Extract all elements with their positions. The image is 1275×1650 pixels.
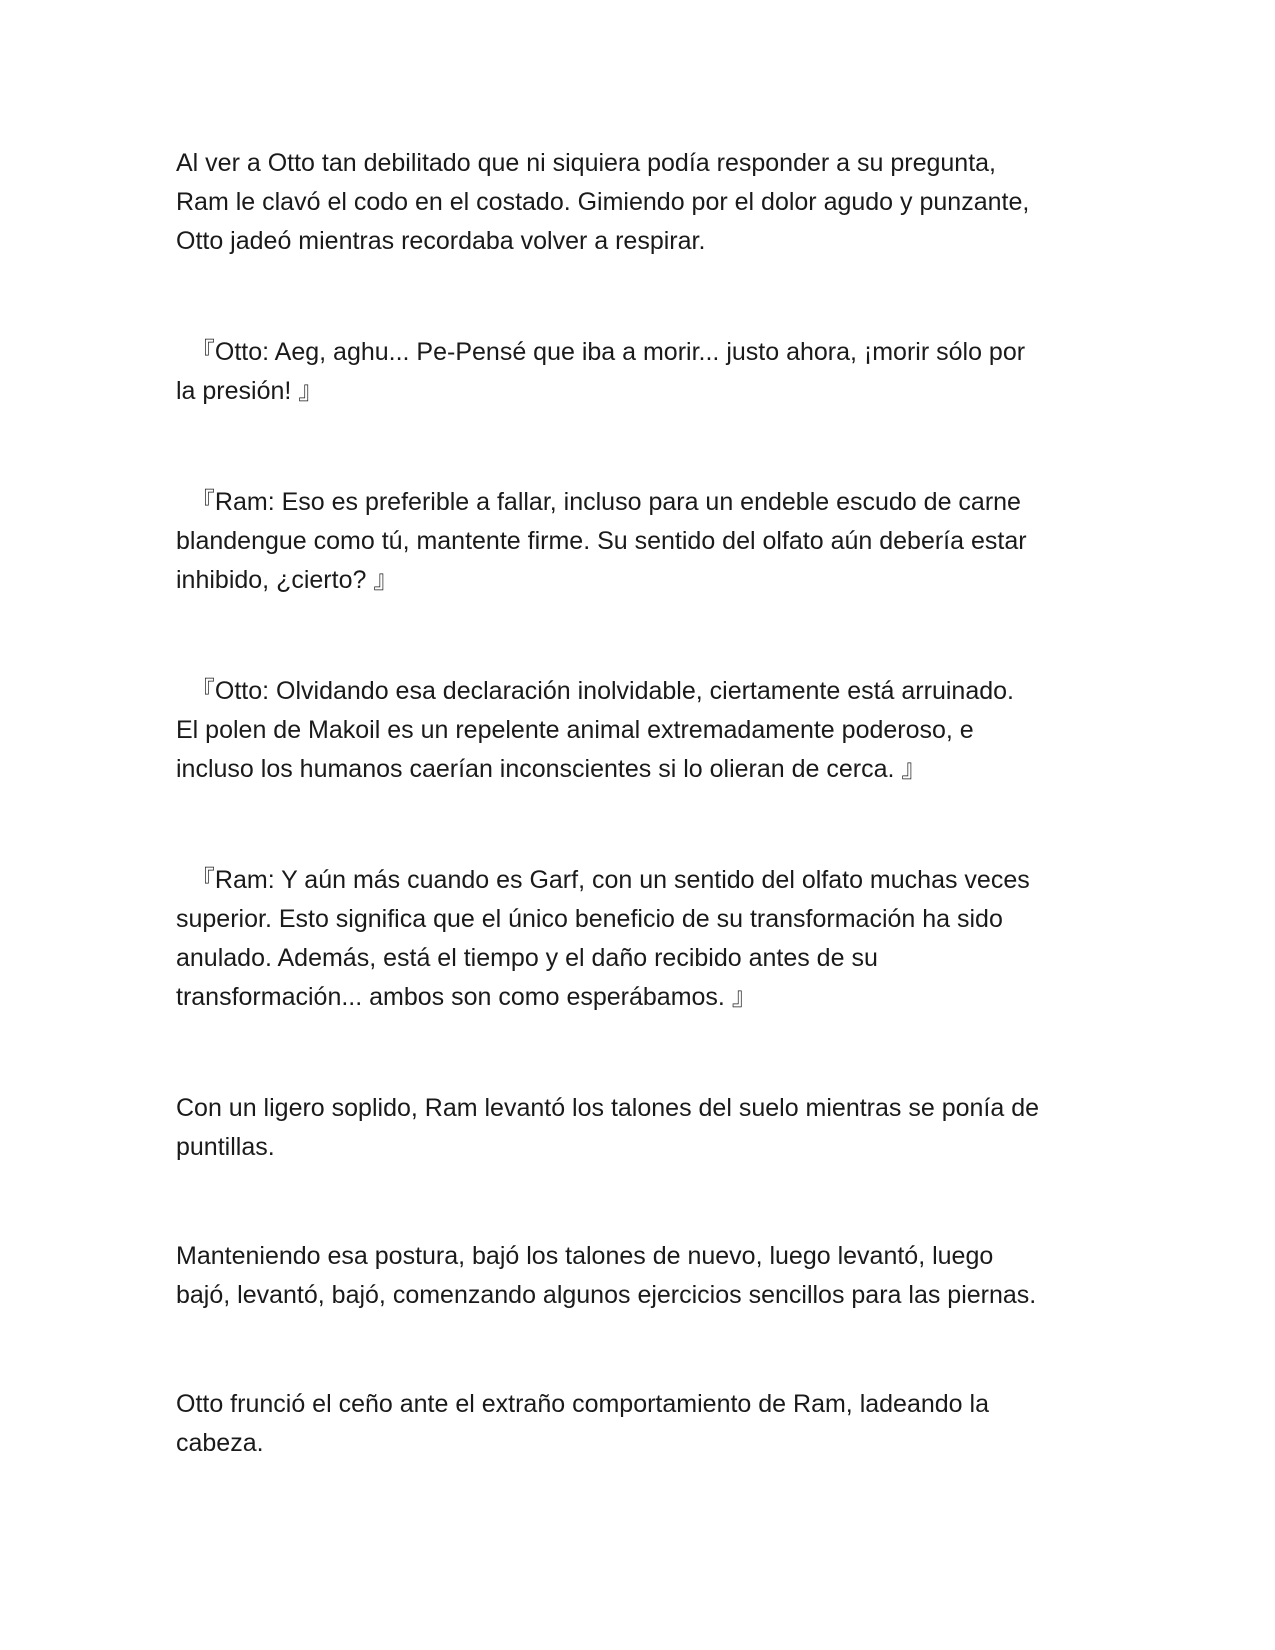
paragraph-narration-3: Manteniendo esa postura, bajó los talones de nuevo, luego levantó, luego bajó, levantó, bajó, comenzando algunos ejercicios sencillos para las piernas. [176,1242,1037,1309]
paragraph-dialogue-ram-2: 『Ram: Y aún más cuando es Garf, con un sentido del olfato muchas veces superior. Esto significa que el único beneficio de su transformación ha sido anulado. Además, está el tiempo y el daño recibido antes de su transformación... ambos son como esperábamos. 』 [176,866,1030,1011]
paragraph-narration-2: Con un ligero soplido, Ram levantó los talones del suelo mientras se ponía de puntillas. [176,1094,1040,1161]
document-body [176,144,1111,1463]
paragraph-narration-4: Otto frunció el ceño ante el extraño comportamiento de Ram, ladeando la cabeza. [176,1390,989,1457]
paragraph-dialogue-otto-2: 『Otto: Olvidando esa declaración inolvidable, ciertamente está arruinado. El polen de Makoil es un repelente animal extremadamente poderoso, e incluso los humanos caerían inconscientes si lo olieran de cerca. 』 [176,677,1014,783]
paragraph-dialogue-ram-1: 『Ram: Eso es preferible a fallar, incluso para un endeble escudo de carne blandengue como tú, mantente firme. Su sentido del olfato aún debería estar inhibido, ¿cierto? 』 [176,488,1027,594]
paragraph-narration-1: Al ver a Otto tan debilitado que ni siquiera podía responder a su pregunta, Ram le clavó el codo en el costado. Gimiendo por el dolor agudo y punzante, Otto jadeó mientras recordaba volver a respirar. [176,149,1030,255]
paragraph-dialogue-otto-1: 『Otto: Aeg, aghu... Pe-Pensé que iba a morir... justo ahora, ¡morir sólo por la presión! 』 [176,338,1026,405]
